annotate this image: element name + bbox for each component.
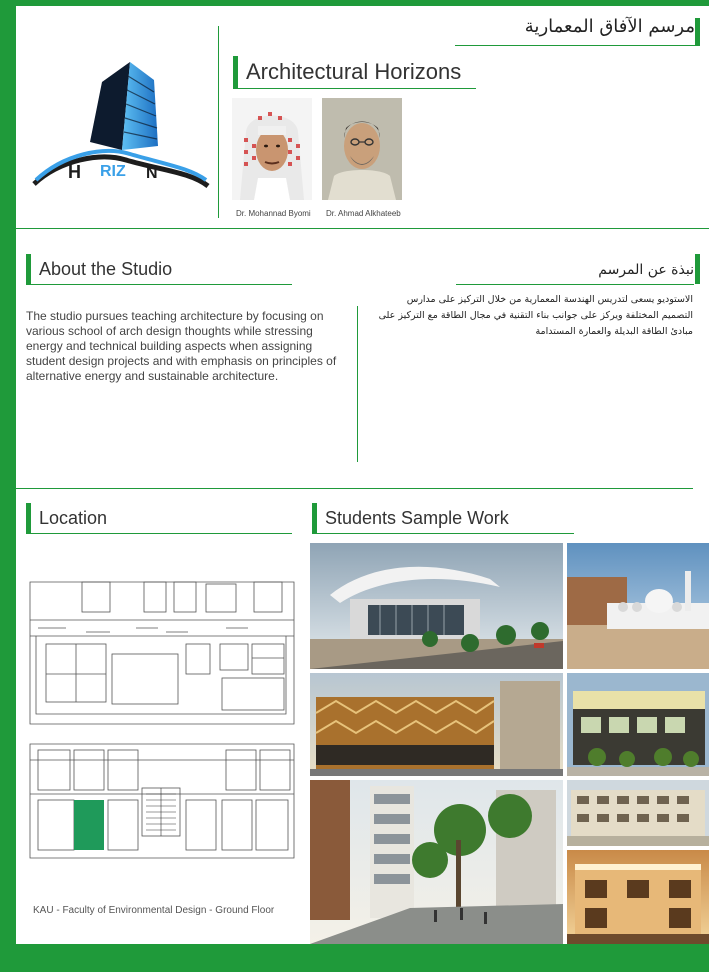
horizon-tower-logo-icon bbox=[30, 42, 212, 192]
header-divider bbox=[16, 228, 709, 229]
english-title-underline bbox=[233, 88, 476, 89]
render-image bbox=[310, 543, 563, 669]
work-header bbox=[312, 503, 509, 533]
student-work-render-6 bbox=[567, 780, 709, 846]
about-header-ar-underline bbox=[456, 284, 694, 285]
portrait-icon bbox=[232, 98, 312, 200]
floor-plan-drawing bbox=[26, 574, 298, 864]
render-image bbox=[567, 850, 709, 944]
faculty-photo-1 bbox=[232, 98, 312, 200]
student-work-render-5 bbox=[310, 780, 563, 944]
logo bbox=[30, 42, 212, 192]
about-header-en bbox=[26, 254, 172, 284]
about-text-en: The studio pursues teaching architecture by focusing on various school of arch design thoughts while stressing energy and technical building aspects when assigning student design projects and with emphasis on principles of alternative energy and sustainable architecture. bbox=[26, 309, 337, 383]
faculty-name-2: Dr. Ahmad Alkhateeb bbox=[326, 209, 401, 218]
svg-text:H: H bbox=[68, 162, 81, 182]
render-image bbox=[310, 780, 563, 944]
render-image bbox=[567, 543, 709, 669]
location-caption: KAU - Faculty of Environmental Design - Ground Floor bbox=[33, 905, 275, 916]
student-work-render-7 bbox=[567, 850, 709, 944]
highlighted-room bbox=[74, 800, 104, 850]
location-header-underline bbox=[26, 533, 292, 534]
about-heading-ar: نبذة عن المرسم bbox=[598, 262, 694, 278]
english-title-header bbox=[233, 56, 461, 88]
floor-plan bbox=[26, 574, 298, 864]
about-text-ar: الاستوديو يسعى لتدريس الهندسة المعمارية من خلال التركيز على مدارس التصميم المختلفة ويركز على جوانب بناء التقنية في مجال الطاقة مع التركيز على مبادئ الطاقة البديلة والعمارة المستدامة bbox=[378, 294, 693, 337]
about-bottom-divider bbox=[16, 488, 693, 489]
student-work-render-3 bbox=[310, 673, 563, 776]
svg-text:N: N bbox=[146, 165, 158, 182]
frame-top-border bbox=[0, 0, 709, 6]
render-image bbox=[567, 673, 709, 776]
faculty-photo-2 bbox=[322, 98, 402, 200]
arabic-title-bar bbox=[695, 18, 700, 46]
render-image bbox=[310, 673, 563, 776]
student-work-render-1 bbox=[310, 543, 563, 669]
about-divider bbox=[357, 306, 358, 462]
frame-bottom-border bbox=[0, 944, 709, 972]
about-header-en-underline bbox=[26, 284, 292, 285]
student-work-render-2 bbox=[567, 543, 709, 669]
about-header-ar-bar bbox=[695, 254, 700, 284]
frame-left-border bbox=[0, 0, 16, 972]
student-work-render-4 bbox=[567, 673, 709, 776]
arabic-title-underline bbox=[455, 45, 695, 46]
render-image bbox=[567, 780, 709, 846]
svg-text:RIZ: RIZ bbox=[100, 163, 126, 180]
work-heading: Students Sample Work bbox=[325, 507, 509, 528]
arabic-title: مرسم الآفاق المعمارية bbox=[524, 16, 695, 37]
logo-divider bbox=[218, 26, 219, 218]
about-heading-en: About the Studio bbox=[39, 258, 173, 279]
faculty-name-1: Dr. Mohannad Byomi bbox=[236, 209, 311, 218]
location-heading: Location bbox=[39, 507, 108, 528]
english-title: Architectural Horizons bbox=[246, 59, 462, 84]
work-header-underline bbox=[312, 533, 574, 534]
location-header bbox=[26, 503, 107, 533]
portrait-icon bbox=[322, 98, 402, 200]
